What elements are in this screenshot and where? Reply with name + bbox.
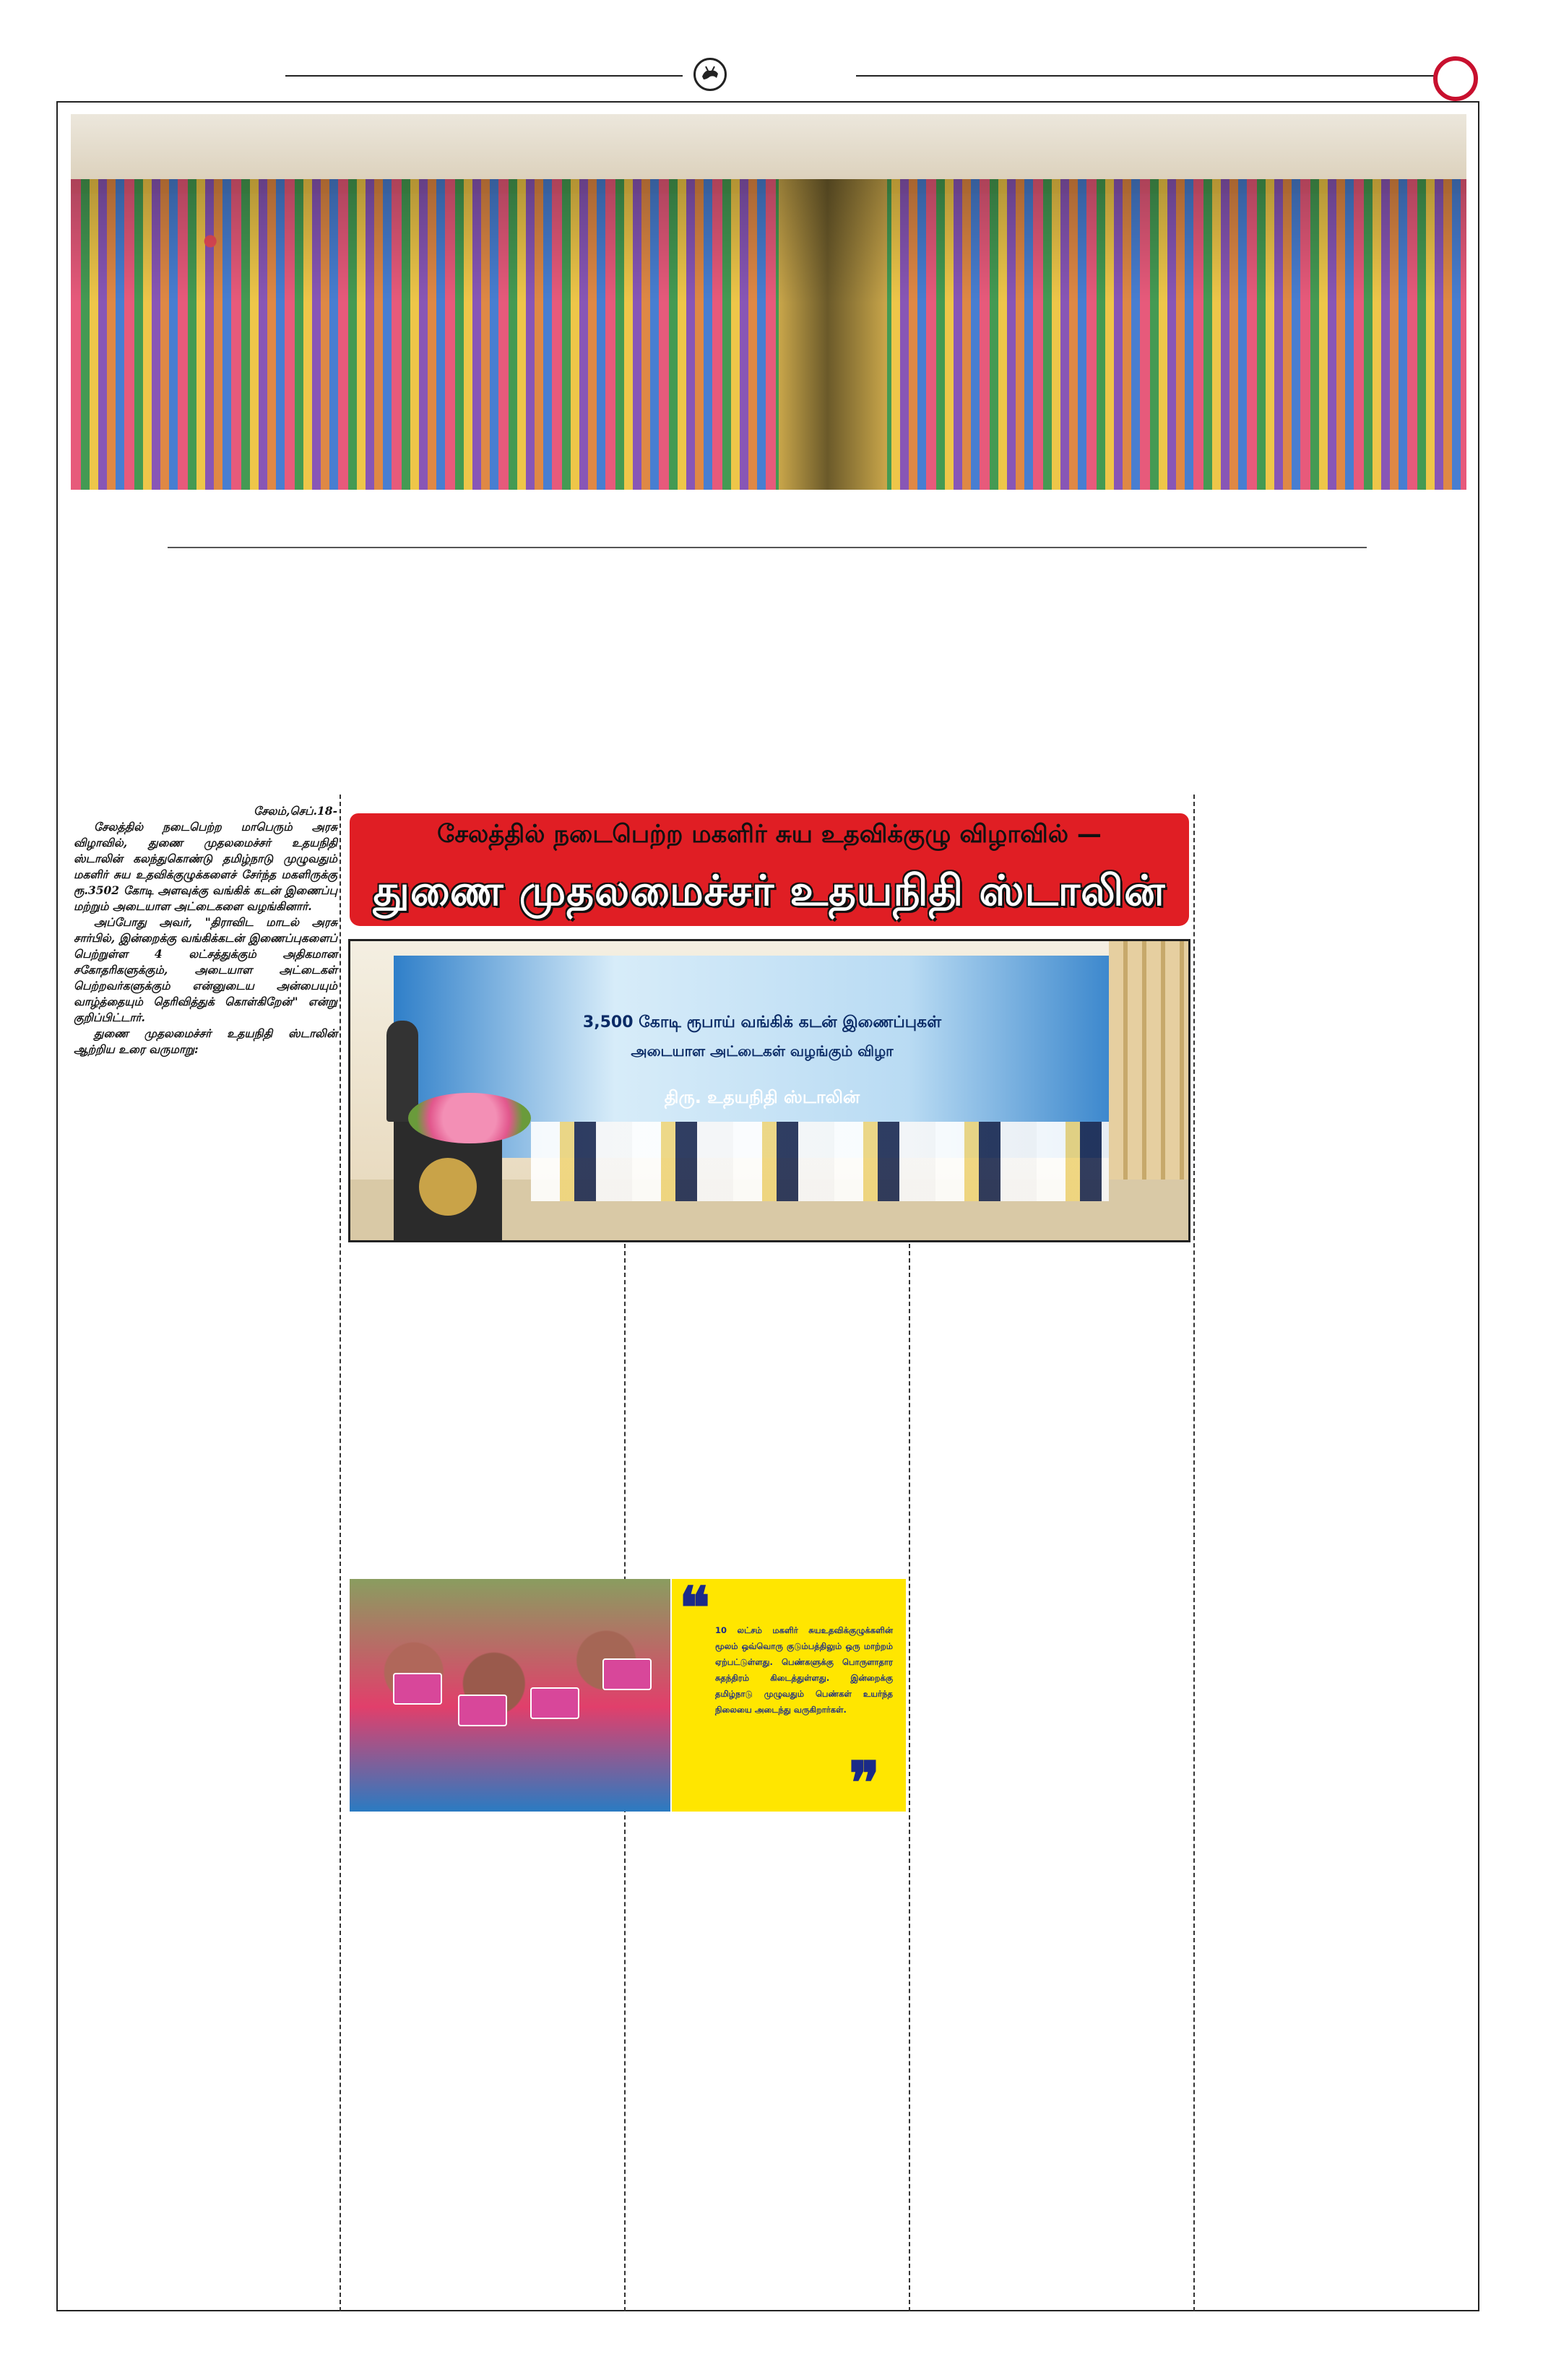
article-paragraph: சேலத்தில் நடைபெற்ற மாபெரும் அரசு விழாவில், துணை முதலமைச்சர் உதயநிதி ஸ்டாலின் கலந்துகொண்டு தமிழ்நாடு முழுவதும் மகளிர் சுய உதவிக்குழுக்களைச் சேர்ந்த மகளிருக்கு ரூ.3502 கோடி அளவுக்கு வங்கிக் கடன் இணைப்பு மற்றும் அடையாள அட்டைகளை வழங்கினார். (74, 820, 337, 913)
flower-bouquet (408, 1093, 531, 1143)
section-divider (168, 547, 1367, 548)
women-cards-photo (350, 1579, 670, 1812)
pull-quote (672, 1574, 906, 1817)
govt-emblem-icon (419, 1158, 477, 1216)
column-rule (1193, 795, 1195, 2311)
dateline: சேலம்,செப்.18- (254, 804, 337, 818)
article-body (74, 803, 337, 1057)
quote-open-icon: ❝ (679, 1574, 711, 1642)
bull-emblem-icon (693, 58, 727, 91)
dignitaries-row (531, 1122, 1109, 1201)
article-paragraph: துணை முதலமைச்சர் உதயநிதி ஸ்டாலின் ஆற்றிய உரை வருமாறு: (74, 1026, 337, 1056)
header-rule-left (285, 75, 683, 77)
banner-line-2: அடையாள அட்டைகள் வழங்கும் விழா (631, 1042, 894, 1060)
header-rule-right (856, 75, 1434, 77)
quote-text: 10 லட்சம் மகளிர் சுயஉதவிக்குழுக்களின் மூலம் ஒவ்வொரு குடும்பத்திலும் ஒரு மாற்றம் ஏற்பட்டுள்ளது. பெண்களுக்கு பொருளாதார சுதந்திரம் கிடைத்துள்ளது. இன்றைக்கு தமிழ்நாடு முழுவதும் பெண்கள் உயர்ந்த நிலையை அடைந்து வருகிறார்கள். (715, 1625, 893, 1715)
headline-main: துணை முதலமைச்சர் உதயநிதி ஸ்டாலின் (350, 855, 1189, 926)
article-paragraph: அப்போது அவர், "திராவிட மாடல் அரசு சார்பில், இன்றைக்கு வங்கிக்கடன் இணைப்புகளைப் பெற்றுள்ள 4 லட்சத்துக்கும் அதிகமான சகோதரிகளுக்கும், அடையாள அட்டைகள் பெற்றவர்களுக்கும் என்னுடைய அன்பையும் வாழ்த்தையும் தெரிவித்துக் கொள்கிறேன்" என்று குறிப்பிட்டார். (74, 915, 337, 1024)
headline-kicker: சேலத்தில் நடைபெற்ற மகளிர் சுய உதவிக்குழு விழாவில் — (350, 813, 1189, 855)
stage-photo (348, 939, 1190, 1242)
quote-close-icon: ❞ (848, 1749, 880, 1817)
banner-line-1: 3,500 கோடி ரூபாய் வங்கிக் கடன் இணைப்புகள் (582, 1013, 942, 1031)
column-rule (909, 1244, 910, 2311)
crowd-photo (71, 114, 1466, 490)
banner-line-3: திரு. உதயநிதி ஸ்டாலின் (664, 1087, 860, 1107)
page-marker-circle (1433, 56, 1478, 101)
column-rule (340, 795, 341, 2311)
